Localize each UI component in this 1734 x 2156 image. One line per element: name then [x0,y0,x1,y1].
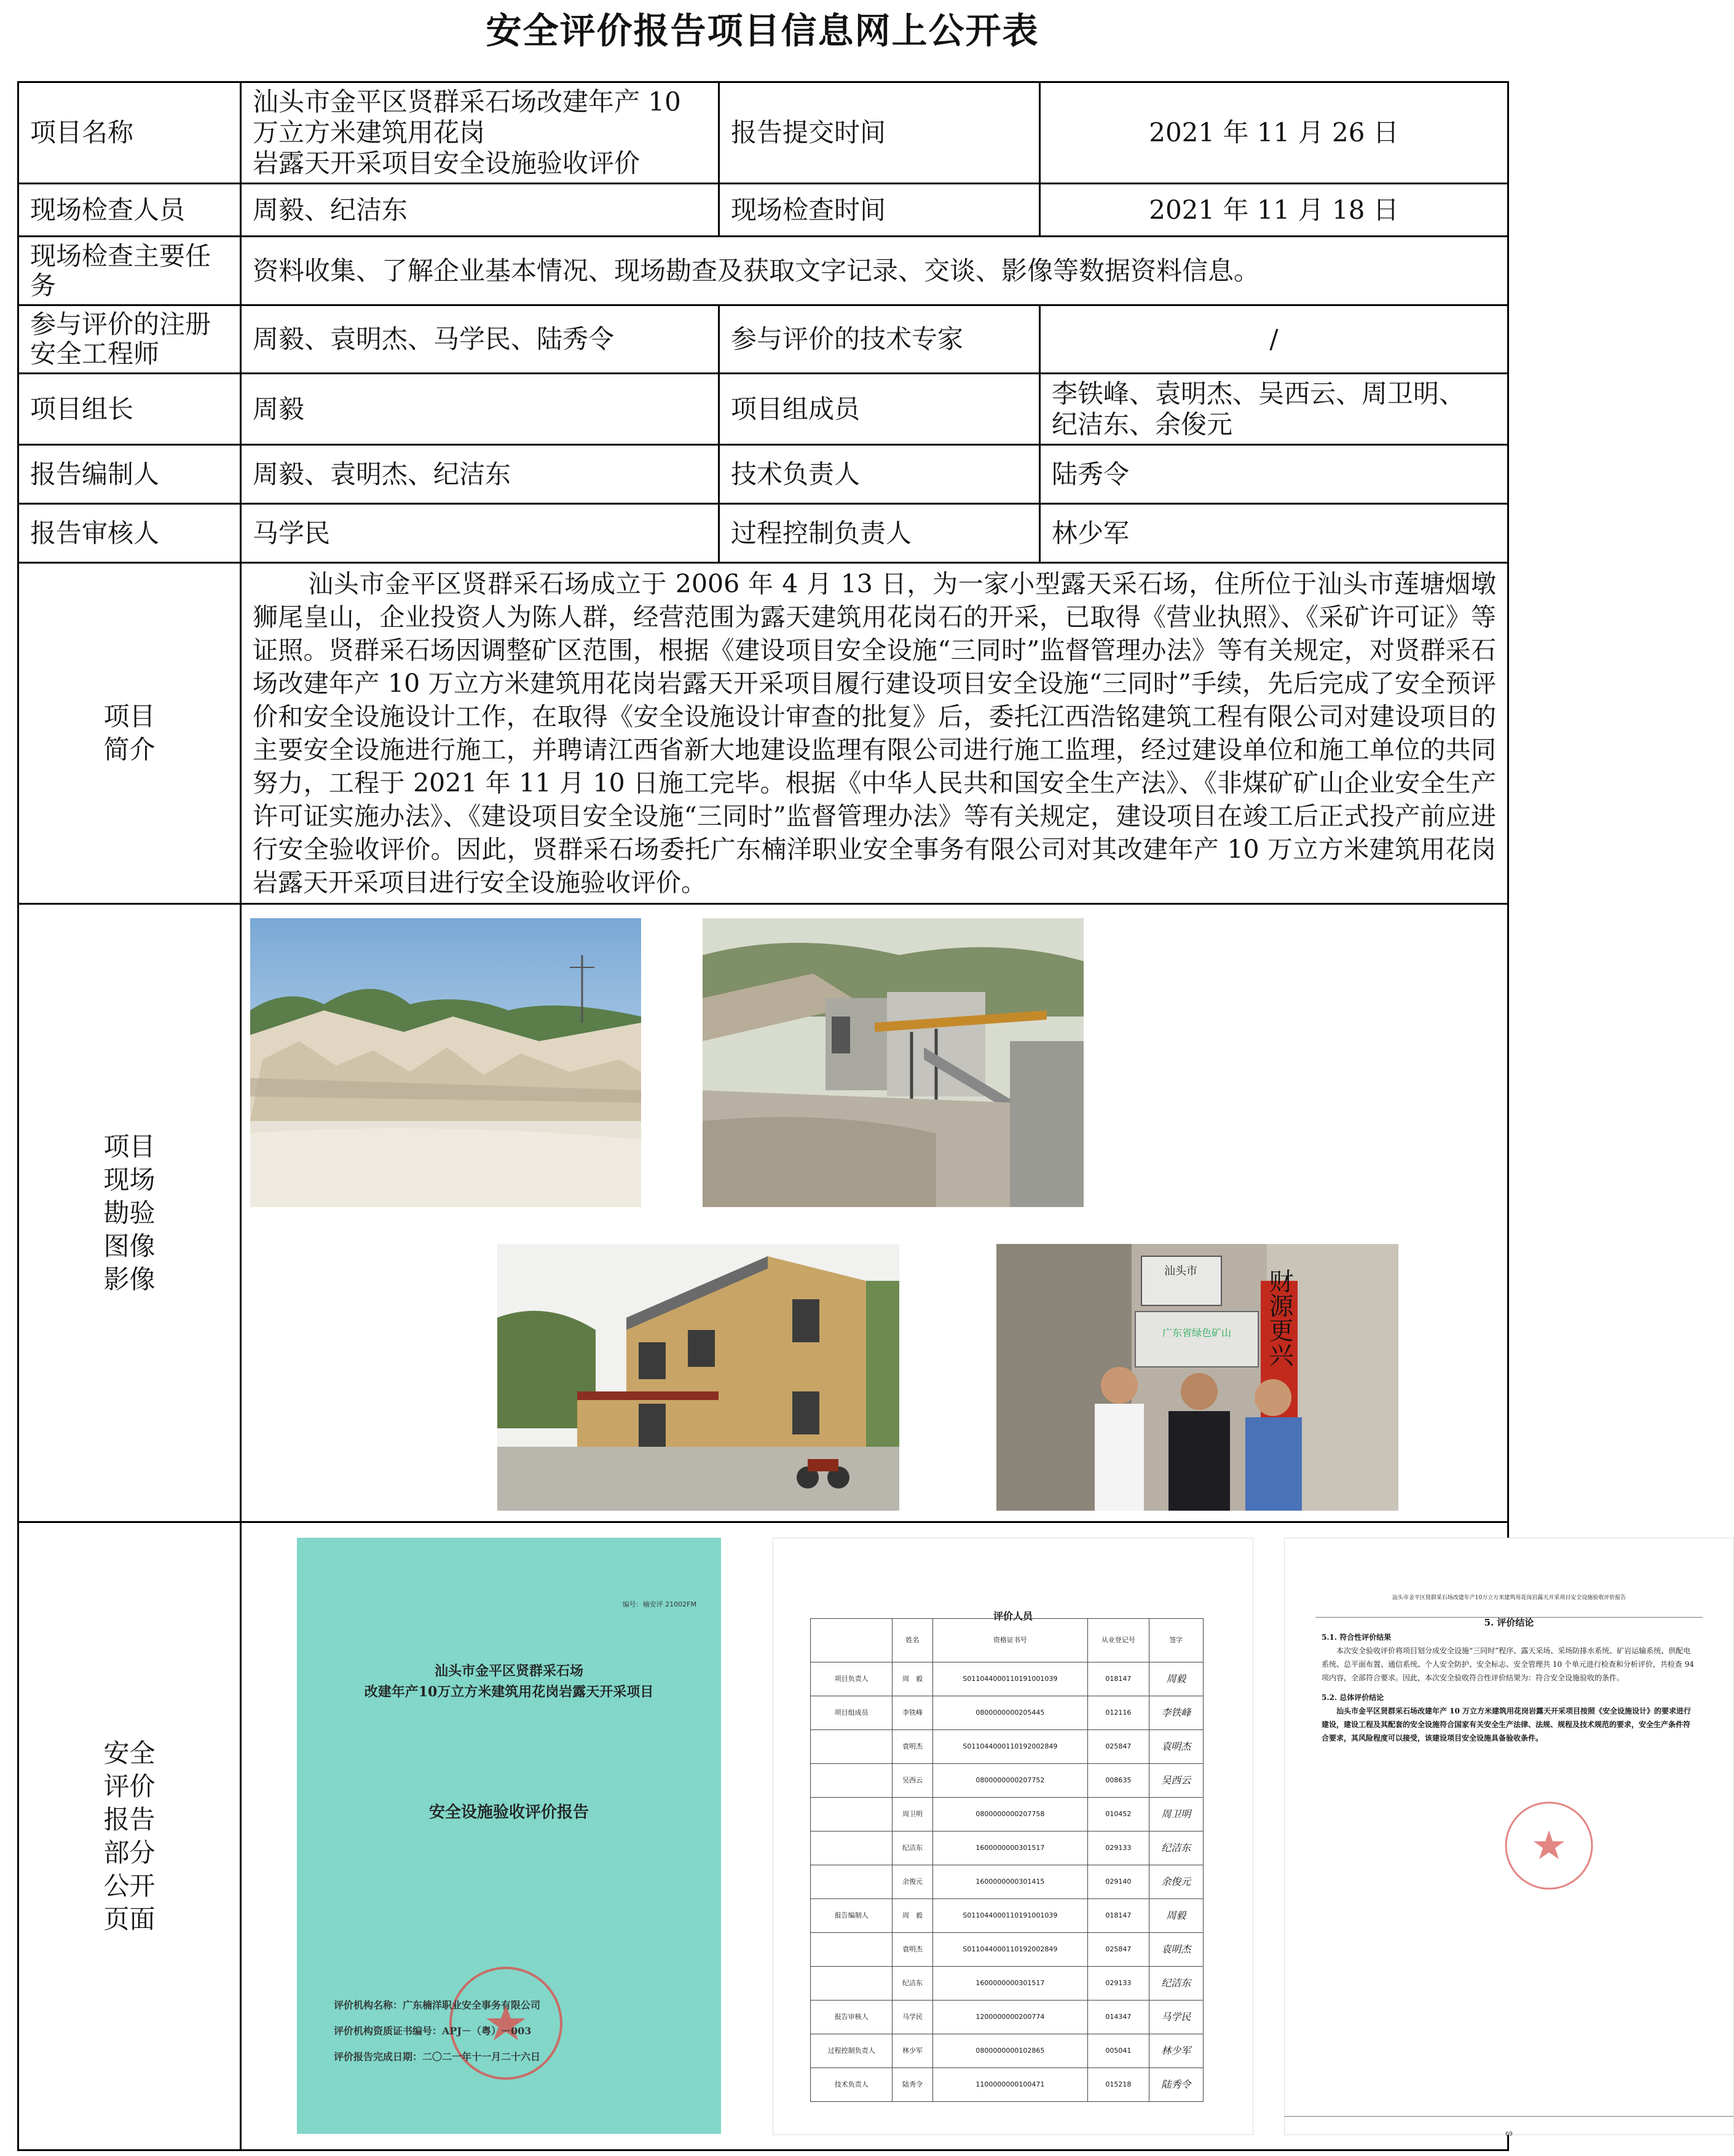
inspectors-value: 周毅、纪洁东 [241,184,719,237]
conclusion-seal [1500,1796,1598,1895]
staff-cell: 过程控制负责人 [811,2034,893,2068]
report-staff-page [773,1538,1253,2135]
inspect-time-value: 2021 年 11 月 18 日 [1040,184,1508,237]
couplet-text: 财源更兴 [1265,1269,1293,1367]
experts-value: / [1040,305,1508,374]
staff-row [811,1662,1204,1696]
conclusion-body [1322,1631,1697,1745]
staff-cell [811,1730,893,1764]
staff-cell: 018147 [1088,1899,1149,1933]
tech-lead-label: 技术负责人 [719,445,1040,504]
report-pages-cell [241,1522,1694,2150]
process-label: 过程控制负责人 [719,504,1040,563]
staff-cell: 项目组成员 [811,1696,893,1730]
staff-signature: 纪洁东 [1149,1967,1203,2001]
staff-signature: 余俊元 [1149,1865,1203,1899]
staff-cell: 015218 [1088,2068,1149,2102]
staff-cell: 014347 [1088,2001,1149,2034]
conclusion-s1: 5.1. 符合性评价结果 [1322,1633,1392,1642]
staff-cell: 袁明杰 [893,1933,932,1967]
info-table [17,81,1694,2151]
staff-cell [811,1798,893,1831]
cover-cert: 评价机构资质证书编号：APJ－（粤）－003 [334,2025,532,2037]
staff-cell: 报告编制人 [811,1899,893,1933]
staff-row [811,1933,1204,1967]
staff-cell: 陆秀令 [893,2068,932,2102]
staff-header-cell [811,1619,893,1662]
staff-cell: 0800000000205445 [932,1696,1088,1730]
staff-cell: 1600000000301415 [932,1865,1088,1899]
engineers-label: 参与评价的注册 安全工程师 [18,305,241,374]
staff-cell: 周卫明 [893,1798,932,1831]
staff-cell: 林少军 [893,2034,932,2068]
project-name-label: 项目名称 [18,82,241,184]
staff-header-cell: 从业登记号 [1088,1619,1149,1662]
submit-time-label: 报告提交时间 [719,82,1040,184]
staff-row [811,1967,1204,2001]
task-value: 资料收集、了解企业基本情况、现场勘查及获取文字记录、交谈、影像等数据资料信息。 [241,237,1508,305]
staff-cell: 技术负责人 [811,2068,893,2102]
staff-cell: 马学民 [893,2001,932,2034]
staff-row [811,1730,1204,1764]
quarry-photo [250,918,641,1207]
staff-cell [811,1865,893,1899]
compiler-label: 报告编制人 [18,445,241,504]
staff-row [811,1696,1204,1730]
photos-label: 项目 现场 勘验 图像 影像 [18,904,241,1522]
cover-org: 评价机构名称：广东楠洋职业安全事务有限公司 [334,1999,541,2011]
reviewer-value: 马学民 [241,504,719,563]
staff-signature: 吴西云 [1149,1764,1203,1798]
staff-cell: 010452 [1088,1798,1149,1831]
staff-signature: 周毅 [1149,1899,1203,1933]
members-value: 李铁峰、袁明杰、吴西云、周卫明、 纪洁东、余俊元 [1040,374,1508,445]
staff-cell: 018147 [1088,1662,1149,1696]
report-cover-page [297,1538,721,2134]
signboard-green-text: 广东省绿色矿山 [1162,1327,1232,1339]
cover-report-title: 安全设施验收评价报告 [428,1803,589,1822]
staff-header-cell: 姓名 [893,1619,932,1662]
staff-cell: 项目负责人 [811,1662,893,1696]
staff-cell: 周 毅 [893,1899,932,1933]
report-label: 安全 评价 报告 部分 公开 页面 [18,1522,241,2150]
staff-cell: 1100000000100471 [932,2068,1088,2102]
crusher-plant-photo [703,918,1084,1207]
staff-cell: 纪洁东 [893,1831,932,1865]
staff-signature: 李铁峰 [1149,1696,1203,1730]
staff-cell: 005041 [1088,2034,1149,2068]
cover-project-name: 汕头市金平区贤群采石场 改建年产10万立方米建筑用花岗岩露天开采项目 [364,1663,654,1700]
report-conclusion-page [1284,1538,1734,2138]
staff-signature: 陆秀令 [1149,2068,1203,2102]
cover-footer [334,1993,703,2070]
site-staff-photo [996,1244,1398,1511]
conclusion-page-number: 69 [1285,2116,1733,2151]
staff-cell: 008635 [1088,1764,1149,1798]
staff-signature: 周卫明 [1149,1798,1203,1831]
staff-cell: 0800000000102865 [932,2034,1088,2068]
staff-signature: 周毅 [1149,1662,1203,1696]
staff-cell: 1200000000200774 [932,2001,1088,2034]
intro-label: 项目 简介 [18,563,241,904]
staff-cell: 报告审核人 [811,2001,893,2034]
staff-row [811,2001,1204,2034]
staff-row [811,1831,1204,1865]
staff-cell: 1600000000301517 [932,1831,1088,1865]
staff-cell [811,1933,893,1967]
leader-label: 项目组长 [18,374,241,445]
cover-date: 评价报告完成日期：二〇二一年十一月二十六日 [334,2051,541,2063]
staff-row [811,1764,1204,1798]
conclusion-p1: 本次安全验收评价将项目划分成安全设施“三同时”程序、露天采场、采场防排水系统、矿岩运输系统、供配电系统、总平面布置、通信系统、个人安全防护、安全标志、安全管理共 10 个单元进行检查和分析评价，共检查 94 项内容，全部符合要求。因此，本次安全验收符合性评价结果为：符合安全设施验收的条件。 [1322,1647,1694,1682]
staff-row [811,1899,1204,1933]
conclusion-p2: 汕头市金平区贤群采石场改建年产 10 万立方米建筑用花岗岩露天开采项目按照《安全设施设计》的要求进行建设，建设工程及其配套的安全设施符合国家有关安全生产法律、法规、规程及技术规范的要求，安全生产条件符合要求，其风险程度可以接受，该建设项目安全设施具备验收条件。 [1322,1707,1692,1742]
staff-cell: 李铁峰 [893,1696,932,1730]
staff-cell [811,1831,893,1865]
tech-lead-value: 陆秀令 [1040,445,1508,504]
staff-cell: 袁明杰 [893,1730,932,1764]
staff-cell [811,1967,893,2001]
staff-table [810,1618,1204,2102]
office-building-photo [497,1244,899,1511]
staff-cell: S011044000110192002849 [932,1730,1088,1764]
staff-cell: S011044000110191001039 [932,1899,1088,1933]
staff-cell: 0800000000207752 [932,1764,1088,1798]
members-label: 项目组成员 [719,374,1040,445]
page-title: 安全评价报告项目信息网上公开表 [486,10,1039,52]
conclusion-header: 汕头市金平区贤群采石场改建年产10万立方米建筑用花岗岩露天开采项目安全设施验收评价报告 [1315,1581,1703,1618]
staff-cell: 余俊元 [893,1865,932,1899]
conclusion-s2: 5.2. 总体评价结论 [1322,1693,1384,1702]
staff-cell: 纪洁东 [893,1967,932,2001]
compiler-value: 周毅、袁明杰、纪洁东 [241,445,719,504]
staff-row [811,2034,1204,2068]
staff-signature: 马学民 [1149,2001,1203,2034]
staff-cell: 0800000000207758 [932,1798,1088,1831]
staff-signature: 袁明杰 [1149,1933,1203,1967]
submit-time-value: 2021 年 11 月 26 日 [1040,82,1508,184]
staff-row [811,1865,1204,1899]
staff-row [811,2068,1204,2102]
staff-cell: 029140 [1088,1865,1149,1899]
photos-cell [241,904,1508,1522]
staff-cell: S011044000110192002849 [932,1933,1088,1967]
staff-row [811,1798,1204,1831]
leader-value: 周毅 [241,374,719,445]
staff-signature: 林少军 [1149,2034,1203,2068]
process-value: 林少军 [1040,504,1508,563]
cover-code: 编号：楠安评 21002FM [622,1600,696,1608]
staff-cell: 025847 [1088,1933,1149,1967]
signboard-city-text: 汕头市 [1164,1265,1197,1278]
staff-cell: 012116 [1088,1696,1149,1730]
intro-text: 汕头市金平区贤群采石场成立于 2006 年 4 月 13 日，为一家小型露天采石场，住所位于汕头市莲塘烟墩狮尾皇山，企业投资人为陈人群，经营范围为露天建筑用花岗石的开采，已取得《营业执照》、《采矿许可证》等证照。贤群采石场因调整矿区范围，根据《建设项目安全设施“三同时”监督管理办法》等有关规定，对贤群采石场改建年产 10 万立方米建筑用花岗岩露天开采项目履行建设项目安全设施“三同时”手续，先后完成了安全预评价和安全设施设计工作，在取得《安全设施设计审查的批复》后，委托江西浩铭建筑工程有限公司对建设项目的主要安全设施进行施工，并聘请江西省新大地建设监理有限公司进行施工监理，经过建设单位和施工单位的共同努力，工程于 2021 年 11 月 10 日施工完毕。根据《中华人民共和国安全生产法》、《非煤矿矿山企业安全生产许可证实施办法》、《建设项目安全设施“三同时”监督管理办法》等有关规定，建设项目在竣工后正式投产前应进行安全验收评价。因此，贤群采石场委托广东楠洋职业安全事务有限公司对其改建年产 10 万立方米建筑用花岗岩露天开采项目进行安全设施验收评价。 [241,563,1508,904]
staff-title: 评价人员 [993,1610,1033,1622]
staff-signature: 袁明杰 [1149,1730,1203,1764]
staff-cell: 029133 [1088,1831,1149,1865]
staff-header-cell: 签字 [1149,1619,1203,1662]
staff-cell: 029133 [1088,1967,1149,2001]
engineers-value: 周毅、袁明杰、马学民、陆秀令 [241,305,719,374]
staff-cell: 025847 [1088,1730,1149,1764]
staff-cell: 1600000000301517 [932,1967,1088,2001]
staff-signature: 纪洁东 [1149,1831,1203,1865]
inspect-time-label: 现场检查时间 [719,184,1040,237]
staff-header-cell: 资格证书号 [932,1619,1088,1662]
project-name-value: 汕头市金平区贤群采石场改建年产 10 万立方米建筑用花岗 岩露天开采项目安全设施验收评价 [241,82,719,184]
task-label: 现场检查主要任 务 [18,237,241,305]
experts-label: 参与评价的技术专家 [719,305,1040,374]
staff-cell: 吴西云 [893,1764,932,1798]
inspectors-label: 现场检查人员 [18,184,241,237]
staff-cell: S011044000110191001039 [932,1662,1088,1696]
staff-cell [811,1764,893,1798]
conclusion-chapter: 5. 评价结论 [1484,1617,1534,1628]
reviewer-label: 报告审核人 [18,504,241,563]
staff-cell: 周 毅 [893,1662,932,1696]
